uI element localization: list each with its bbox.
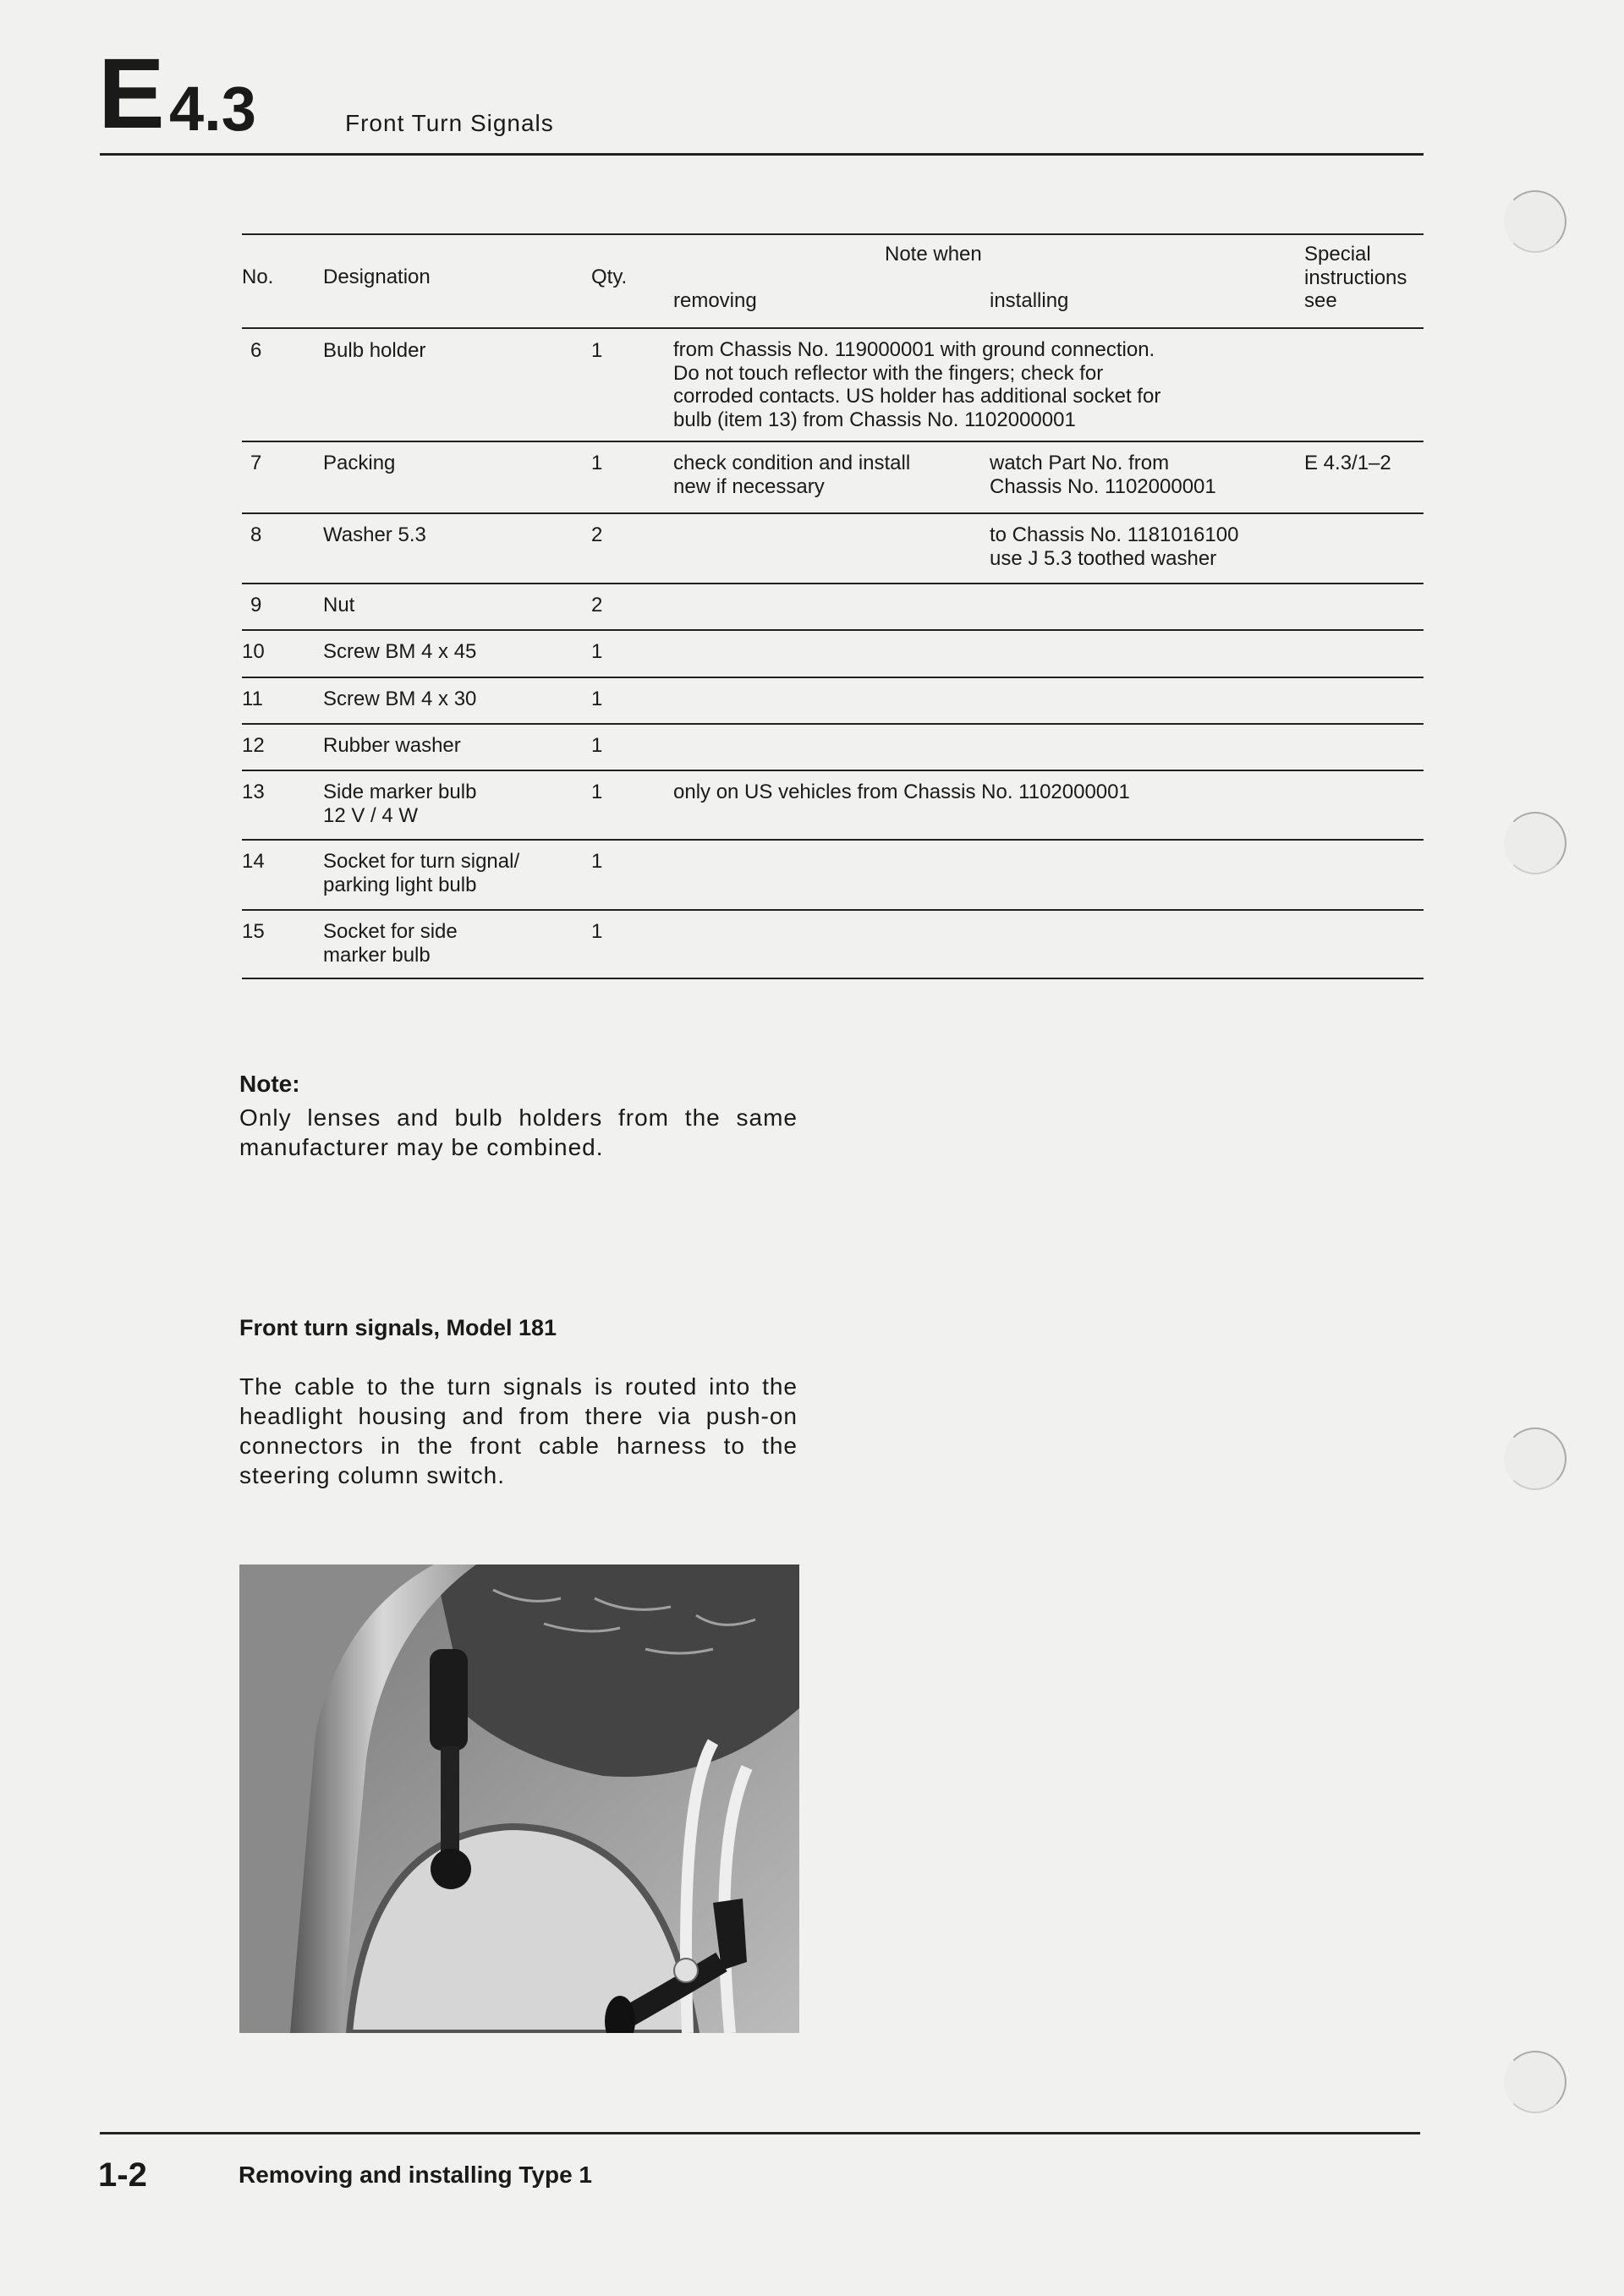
row-rule: [242, 629, 1424, 631]
cell-removing: from Chassis No. 119000001 with ground connection. Do not touch reflector with the fingers; check for corroded contacts. US holder has additional socket for bulb (item 13) from Chassis No. 1102000001: [673, 338, 1161, 431]
page-number: 1-2: [98, 2156, 147, 2194]
cell-qty: 1: [591, 339, 603, 362]
col-header-removing: removing: [673, 289, 757, 312]
note-heading: Note:: [239, 1071, 300, 1097]
cell-no: 11: [242, 688, 263, 710]
row-rule: [242, 770, 1424, 771]
cell-qty: 1: [591, 640, 603, 663]
cell-designation: Socket for turn signal/ parking light bulb: [323, 850, 520, 896]
cell-no: 10: [242, 640, 265, 663]
cell-qty: 1: [591, 920, 603, 943]
col-header-installing: installing: [990, 289, 1069, 312]
cell-qty: 1: [591, 734, 603, 757]
header-rule: [100, 153, 1424, 156]
cell-designation: Nut: [323, 594, 355, 616]
cell-removing: check condition and install new if necessary: [673, 452, 911, 498]
note-text: Only lenses and bulb holders from the same manufacturer may be combined.: [239, 1104, 798, 1160]
table-header-rule: [242, 327, 1424, 329]
row-rule: [242, 723, 1424, 725]
cell-designation: Packing: [323, 452, 396, 474]
cell-qty: 1: [591, 452, 603, 474]
table-top-rule: [242, 233, 1424, 235]
cell-qty: 2: [591, 523, 603, 546]
section-text: The cable to the turn signals is routed into the headlight housing and from there via push-on connectors in the front cable harness to the steering column switch.: [239, 1373, 798, 1488]
row-rule: [242, 512, 1424, 514]
row-rule: [242, 909, 1424, 911]
cell-removing: only on US vehicles from Chassis No. 1102000001: [673, 781, 1130, 803]
cell-no: 7: [250, 452, 262, 474]
cell-no: 14: [242, 850, 265, 873]
footer-title: Removing and installing Type 1: [239, 2162, 592, 2188]
col-header-qty: Qty.: [591, 266, 628, 288]
cell-special: E 4.3/1–2: [1304, 452, 1391, 474]
punch-hole: [1504, 1427, 1566, 1490]
cell-no: 15: [242, 920, 265, 943]
row-rule: [242, 583, 1424, 584]
row-rule: [242, 839, 1424, 841]
cell-qty: 1: [591, 781, 603, 803]
cell-designation: Rubber washer: [323, 734, 461, 757]
cell-installing: to Chassis No. 1181016100 use J 5.3 toothed washer: [990, 523, 1239, 570]
punch-hole: [1504, 812, 1566, 874]
cell-no: 6: [250, 339, 262, 362]
punch-hole: [1504, 2051, 1566, 2113]
cell-designation: Side marker bulb 12 V / 4 W: [323, 781, 477, 827]
cell-qty: 2: [591, 594, 603, 616]
cell-designation: Washer 5.3: [323, 523, 426, 546]
col-header-note-when: Note when: [885, 243, 982, 266]
row-rule: [242, 441, 1424, 442]
row-rule: [242, 978, 1424, 979]
cell-no: 9: [250, 594, 262, 616]
cell-installing: watch Part No. from Chassis No. 1102000001: [990, 452, 1216, 498]
cell-designation: Bulb holder: [323, 339, 426, 362]
section-number: 4.3: [169, 74, 256, 144]
footer-rule: [100, 2132, 1420, 2134]
col-header-special: Special instructions see: [1304, 243, 1407, 312]
cell-qty: 1: [591, 850, 603, 873]
col-header-no: No.: [242, 266, 274, 288]
cell-no: 8: [250, 523, 262, 546]
turn-signal-photo: [239, 1564, 799, 2033]
section-letter: E: [98, 38, 163, 150]
cell-no: 13: [242, 781, 265, 803]
col-header-designation: Designation: [323, 266, 431, 288]
row-rule: [242, 677, 1424, 678]
page-title: Front Turn Signals: [345, 110, 554, 136]
section-heading: Front turn signals, Model 181: [239, 1315, 557, 1340]
cell-qty: 1: [591, 688, 603, 710]
cell-designation: Screw BM 4 x 30: [323, 688, 477, 710]
cell-no: 12: [242, 734, 265, 757]
punch-hole: [1504, 190, 1566, 253]
cell-designation: Screw BM 4 x 45: [323, 640, 477, 663]
cell-designation: Socket for side marker bulb: [323, 920, 458, 967]
